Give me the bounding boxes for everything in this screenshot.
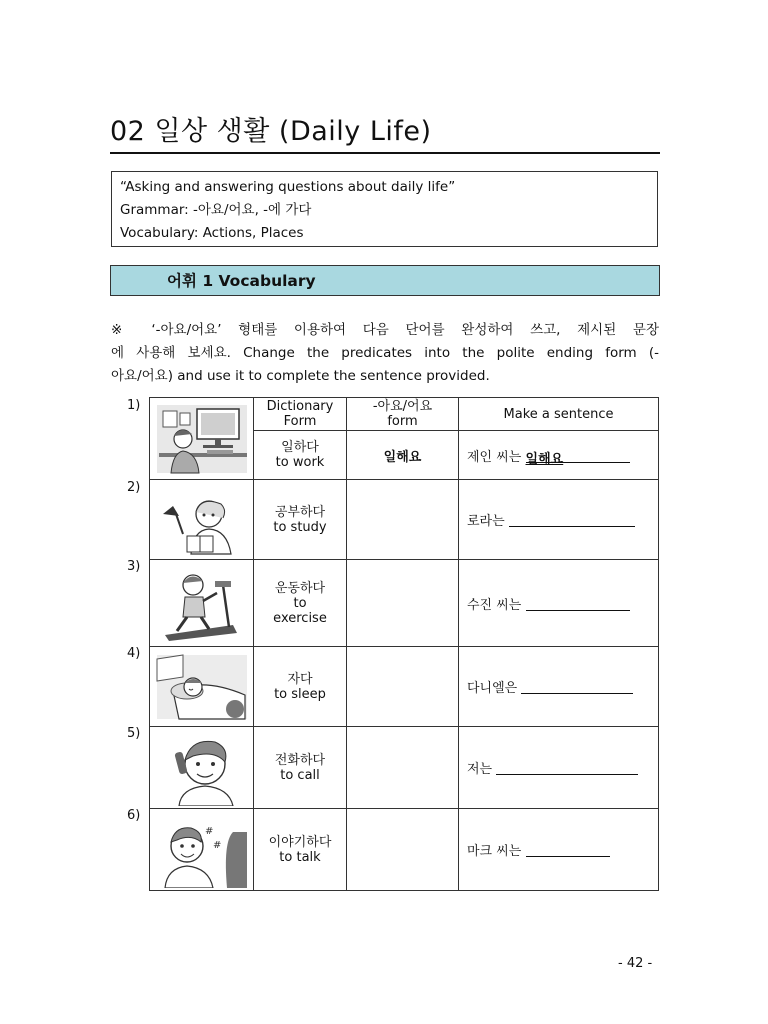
objective-grammar: Grammar: -아요/어요, -에 가다 bbox=[120, 202, 312, 218]
illustration-sleeping bbox=[150, 647, 254, 727]
header-make-sentence: Make a sentence bbox=[459, 398, 659, 431]
sentence-blank[interactable] bbox=[496, 760, 638, 775]
item-number: 6) bbox=[127, 808, 141, 823]
polite-form-answer: 일해요 bbox=[347, 431, 459, 480]
page-title: 02 일상 생활 (Daily Life) bbox=[110, 112, 660, 154]
instructions-line: 에 사용해 보세요. Change the predicates into the polite ending form (- bbox=[111, 345, 659, 361]
lesson-objective-box bbox=[111, 171, 658, 247]
header-polite-form: -아요/어요 form bbox=[347, 398, 459, 431]
objective-topic: “Asking and answering questions about daily life” bbox=[120, 179, 456, 195]
table-row bbox=[150, 560, 659, 647]
polite-form-answer[interactable] bbox=[347, 809, 459, 891]
instructions-line: 아요/어요) and use it to complete the sentence provided. bbox=[111, 368, 490, 384]
instructions-line: ※ ‘-아요/어요’ 형태를 이용하여 다음 단어를 완성하여 쓰고, 제시된 문장 bbox=[111, 322, 659, 338]
section-header-vocabulary: 어휘 1 Vocabulary bbox=[110, 265, 660, 296]
illustration-working bbox=[150, 398, 254, 480]
table-row bbox=[150, 809, 659, 891]
table-header-row bbox=[150, 398, 659, 431]
table-row bbox=[150, 727, 659, 809]
item-number: 5) bbox=[127, 726, 141, 741]
sentence-blank[interactable]: 일해요 bbox=[526, 448, 630, 463]
sentence-cell: 다니엘은 bbox=[459, 647, 659, 727]
sentence-cell: 제인 씨는 일해요 bbox=[459, 431, 659, 480]
svg-text:#: # bbox=[204, 825, 213, 837]
objective-vocabulary: Vocabulary: Actions, Places bbox=[120, 225, 304, 241]
illustration-studying bbox=[150, 480, 254, 560]
vocabulary-exercise-table bbox=[149, 397, 659, 891]
dictionary-form-cell: 운동하다 to exercise bbox=[254, 560, 347, 647]
dictionary-form-cell: 이야기하다 to talk bbox=[254, 809, 347, 891]
polite-form-answer[interactable] bbox=[347, 647, 459, 727]
item-number: 4) bbox=[127, 646, 141, 661]
sentence-blank[interactable] bbox=[526, 842, 610, 857]
table-row bbox=[150, 647, 659, 727]
header-dictionary-form: Dictionary Form bbox=[254, 398, 347, 431]
polite-form-answer[interactable] bbox=[347, 560, 459, 647]
exercise-instructions bbox=[111, 319, 659, 388]
dictionary-form-cell: 전화하다 to call bbox=[254, 727, 347, 809]
svg-text:#: # bbox=[212, 839, 221, 851]
sentence-cell: 마크 씨는 bbox=[459, 809, 659, 891]
sentence-blank[interactable] bbox=[509, 512, 635, 527]
dictionary-form-cell: 자다 to sleep bbox=[254, 647, 347, 727]
sentence-blank[interactable] bbox=[526, 596, 630, 611]
dictionary-form-cell: 공부하다 to study bbox=[254, 480, 347, 560]
illustration-talking bbox=[150, 809, 254, 891]
illustration-calling bbox=[150, 727, 254, 809]
sentence-cell: 저는 bbox=[459, 727, 659, 809]
polite-form-answer[interactable] bbox=[347, 727, 459, 809]
table-row bbox=[150, 480, 659, 560]
dictionary-form-cell: 일하다 to work bbox=[254, 431, 347, 480]
page-number: - 42 - bbox=[618, 956, 653, 971]
polite-form-answer[interactable] bbox=[347, 480, 459, 560]
item-number: 2) bbox=[127, 480, 141, 495]
item-number: 3) bbox=[127, 559, 141, 574]
sentence-cell: 로라는 bbox=[459, 480, 659, 560]
item-number: 1) bbox=[127, 398, 141, 413]
sentence-blank[interactable] bbox=[521, 679, 633, 694]
sentence-cell: 수진 씨는 bbox=[459, 560, 659, 647]
illustration-exercising bbox=[150, 560, 254, 647]
